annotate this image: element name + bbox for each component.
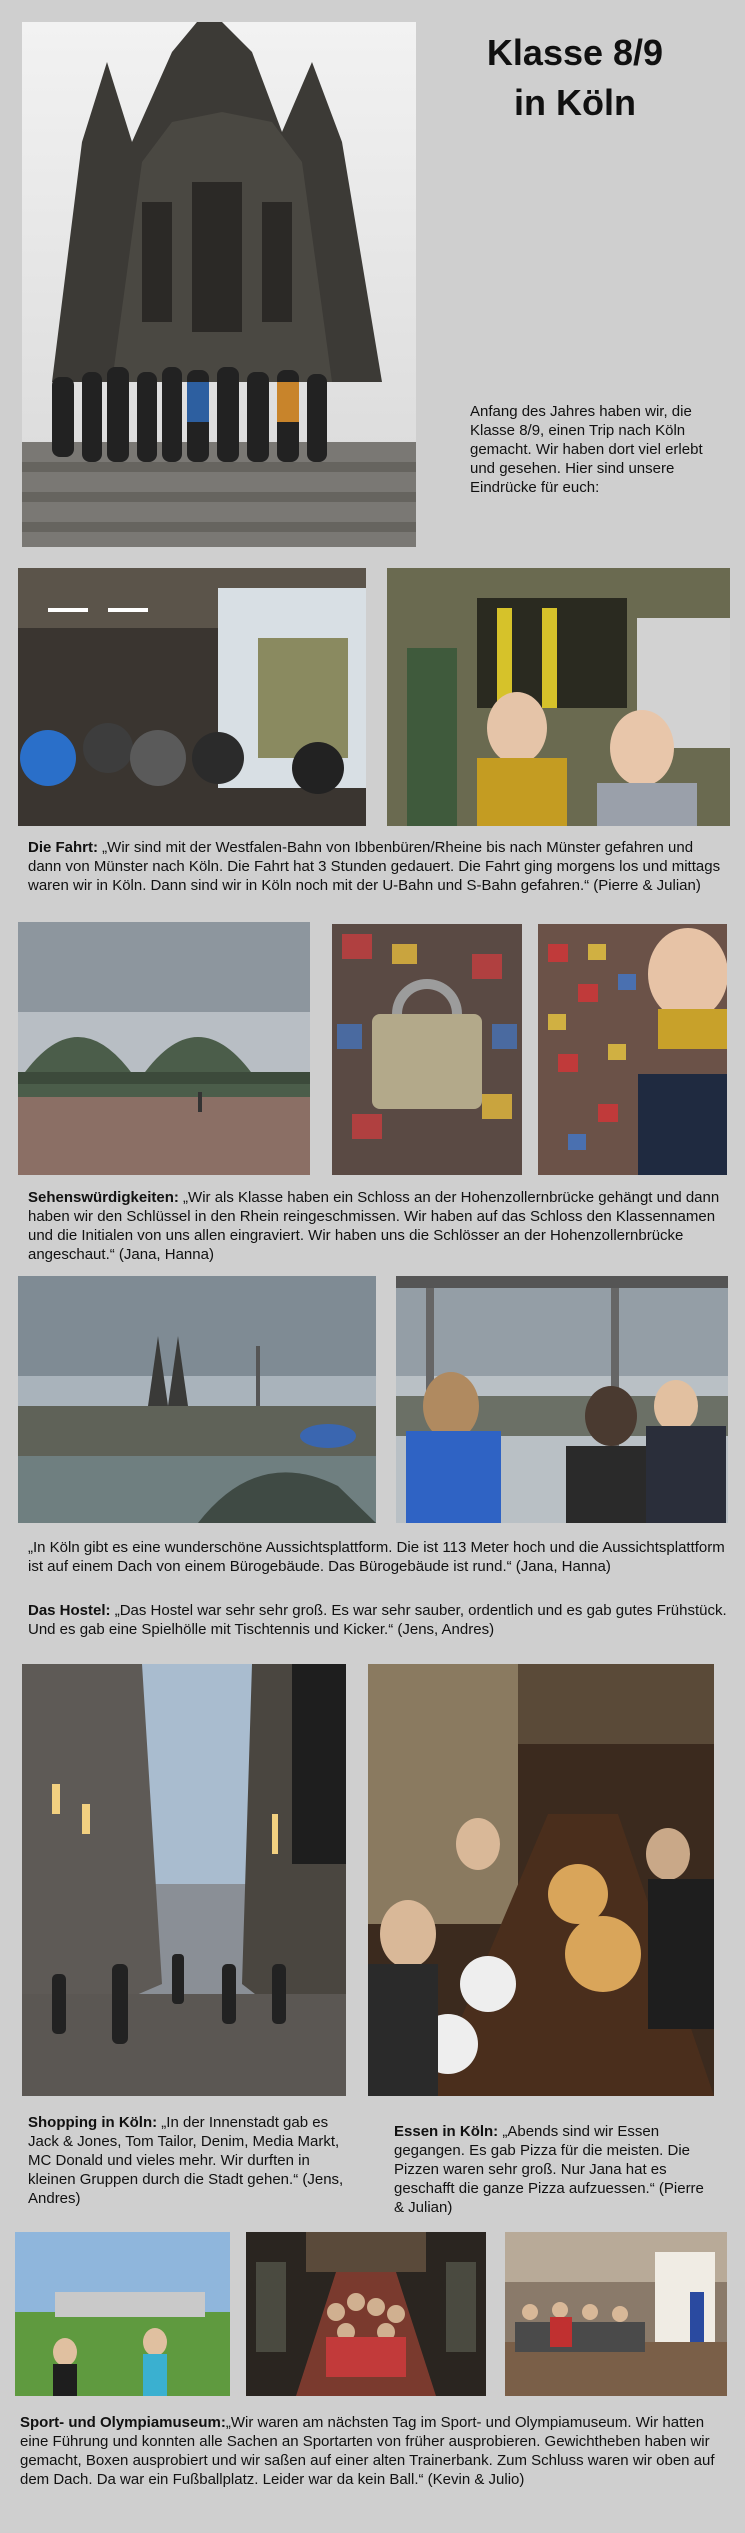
section-aussicht [28, 1538, 728, 1576]
fahrt-text: „Wir sind mit der Westfalen-Bahn von Ibbenbüren/Rheine bis nach Münster gefahren und dann von Münster nach Köln. Die Fahrt hat 3 Stunden gedauert. Die Fahrt ging morgens los und mittags waren wir in Köln. Dann sind wir in Köln noch mit der U-Bahn und S-Bahn gefahren.“ (Pierre & Julian) [28, 839, 721, 894]
title-line-2: in Köln [514, 82, 636, 123]
photo-museum-group [246, 2232, 486, 2396]
section-shopping [28, 2113, 348, 2208]
shopping-text: „In der Innenstadt gab es Jack & Jones, Tom Tailor, Denim, Media Markt, MC Donald und vieles mehr. Wir durften in kleinen Gruppen durch die Stadt gehen.“ (Jens, Andres) [28, 2114, 344, 2207]
sehens-text: „Wir als Klasse haben ein Schloss an der Hohenzollernbrücke gehängt und dann haben wir den Schlüssel in den Rhein reingeschmissen. Wir haben auf das Schloss den Klassennamen und die Initialen von uns allen eingraviert. Wir haben uns die Schlösser an der Hohenzollernbrücke angeschaut.“ (Jana, Hanna) [28, 1189, 720, 1263]
section-essen [394, 2122, 714, 2217]
photo-platform [396, 1276, 728, 1523]
sport-label: Sport- und Olympiamuseum: [20, 2414, 226, 2431]
section-sehenswuerdigkeiten [28, 1188, 728, 1264]
section-sport [20, 2413, 725, 2489]
title-line-1: Klasse 8/9 [486, 32, 664, 73]
photo-city-view [18, 1276, 376, 1523]
photo-bridge [18, 922, 310, 1175]
photo-love-lock [332, 924, 522, 1175]
sport-text: „Wir waren am nächsten Tag im Sport- und Olympiamuseum. Wir hatten eine Führung und konnten alle Sachen an Sportarten von früher ausprobieren. Gewichtheben haben wir gemacht, Boxen ausprobiert und wir saßen auf einer alten Trainerbank. Zum Schluss waren wir oben auf dem Dach. Da war ein Fußballplatz. Leider war da kein Ball.“ (Kevin & Julio) [20, 2414, 715, 2488]
fahrt-label: Die Fahrt: [28, 839, 99, 856]
photo-museum-bench [505, 2232, 727, 2396]
hostel-label: Das Hostel: [28, 1602, 111, 1619]
photo-cathedral-group [22, 22, 416, 547]
photo-locks-girl [538, 924, 727, 1175]
sehens-label: Sehenswürdigkeiten: [28, 1189, 179, 1206]
essen-label: Essen in Köln: [394, 2123, 499, 2140]
intro-text: Anfang des Jahres haben wir, die Klasse 8/9, einen Trip nach Köln gemacht. Wir haben dort viel erlebt und gesehen. Hier sind unsere Eindrücke für euch: [470, 403, 703, 496]
photo-train-inside [387, 568, 730, 826]
photo-pizza-dinner [368, 1664, 714, 2096]
shopping-label: Shopping in Köln: [28, 2114, 158, 2131]
photo-roof-football [15, 2232, 230, 2396]
photo-shopping-street [22, 1664, 346, 2096]
hostel-text: „Das Hostel war sehr sehr groß. Es war sehr sauber, ordentlich und es gab gutes Frühstück. Und es gab eine Spielhölle mit Tischtennis und Kicker.“ (Jens, Andres) [28, 1602, 727, 1638]
section-fahrt [28, 838, 728, 895]
page-title [440, 28, 710, 128]
essen-text: „Abends sind wir Essen gegangen. Es gab Pizza für die meisten. Die Pizzen waren sehr groß. Nur Jana hat es geschafft die ganze Pizza aufzuessen.“ (Pierre & Julian) [394, 2123, 704, 2216]
section-hostel [28, 1601, 728, 1639]
photo-train [18, 568, 366, 826]
aussicht-text: „In Köln gibt es eine wunderschöne Aussichtsplattform. Die ist 113 Meter hoch und die Aussichtsplattform ist auf einem Dach von einem Bürogebäude. Das Bürogebäude ist rund.“ (Jana, Hanna) [28, 1539, 725, 1575]
